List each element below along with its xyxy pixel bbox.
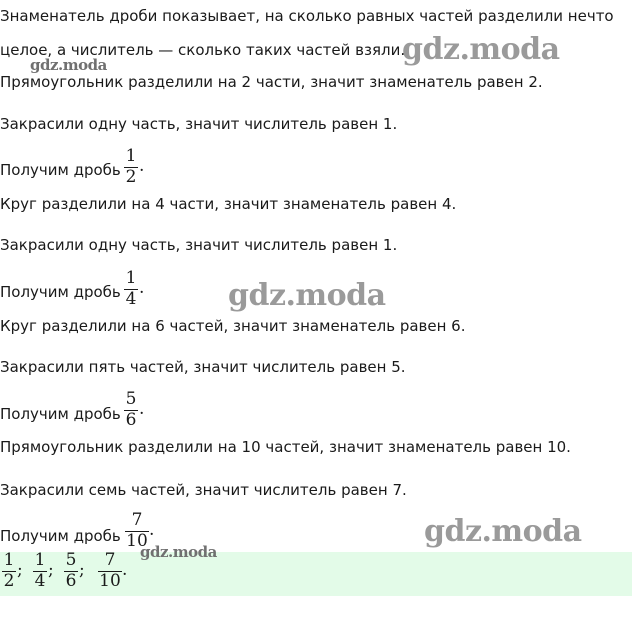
- separator: ;: [48, 560, 54, 580]
- separator: ;: [79, 560, 85, 580]
- watermark-logo: gdz.moda: [30, 56, 107, 74]
- watermark-logo: gdz.moda: [228, 278, 386, 313]
- period: .: [139, 156, 145, 176]
- fraction-numerator: 1: [34, 550, 46, 570]
- rectangle-numerator-text: Закрасили одну часть, значит числитель равен 1.: [0, 115, 398, 133]
- fraction-numerator: 1: [125, 146, 137, 166]
- rect10-denominator-text: Прямоугольник разделили на 10 частей, значит знаменатель равен 10.: [0, 438, 571, 456]
- fraction-denominator: 4: [125, 289, 137, 309]
- fraction-numerator: 5: [125, 389, 137, 409]
- fraction-denominator: 2: [3, 571, 15, 591]
- watermark-logo: gdz.moda: [424, 514, 582, 549]
- circle4-numerator-text: Закрасили одну часть, значит числитель равен 1.: [0, 236, 398, 254]
- result-label-2: Получим дробь: [0, 283, 121, 301]
- result-label-3: Получим дробь: [0, 405, 121, 423]
- circle6-denominator-text: Круг разделили на 6 частей, значит знаменатель равен 6.: [0, 317, 466, 335]
- fraction-denominator: 6: [65, 571, 77, 591]
- fraction-denominator: 2: [125, 167, 137, 187]
- answer-line: [0, 550, 632, 596]
- circle4-denominator-text: Круг разделили на 4 части, значит знаменатель равен 4.: [0, 195, 457, 213]
- period: .: [149, 520, 155, 540]
- result-label-1: Получим дробь: [0, 161, 121, 179]
- fraction-denominator: 4: [34, 571, 46, 591]
- watermark-logo: gdz.moda: [402, 32, 560, 67]
- watermark-logo: gdz.moda: [140, 543, 217, 561]
- fraction-numerator: 7: [104, 550, 116, 570]
- fraction-numerator: 1: [125, 268, 137, 288]
- fraction-numerator: 7: [131, 510, 143, 530]
- fraction-denominator: 6: [125, 410, 137, 430]
- fraction-denominator: 10: [99, 571, 121, 591]
- explanation-line-1: Знаменатель дроби показывает, на сколько равных частей разделили нечто: [0, 7, 614, 25]
- explanation-line-2: целое, а числитель — сколько таких частей взяли.: [0, 41, 406, 59]
- result-label-4: Получим дробь: [0, 527, 121, 545]
- rect10-numerator-text: Закрасили семь частей, значит числитель равен 7.: [0, 481, 407, 499]
- period: .: [139, 399, 145, 419]
- fraction-numerator: 1: [3, 550, 15, 570]
- circle6-numerator-text: Закрасили пять частей, значит числитель равен 5.: [0, 358, 406, 376]
- fraction-denominator: 10: [126, 531, 148, 551]
- period: .: [139, 278, 145, 298]
- answer-end-period: .: [122, 560, 128, 580]
- separator: ;: [17, 560, 23, 580]
- rectangle-denominator-text: Прямоугольник разделили на 2 части, значит знаменатель равен 2.: [0, 73, 543, 91]
- fraction-numerator: 5: [65, 550, 77, 570]
